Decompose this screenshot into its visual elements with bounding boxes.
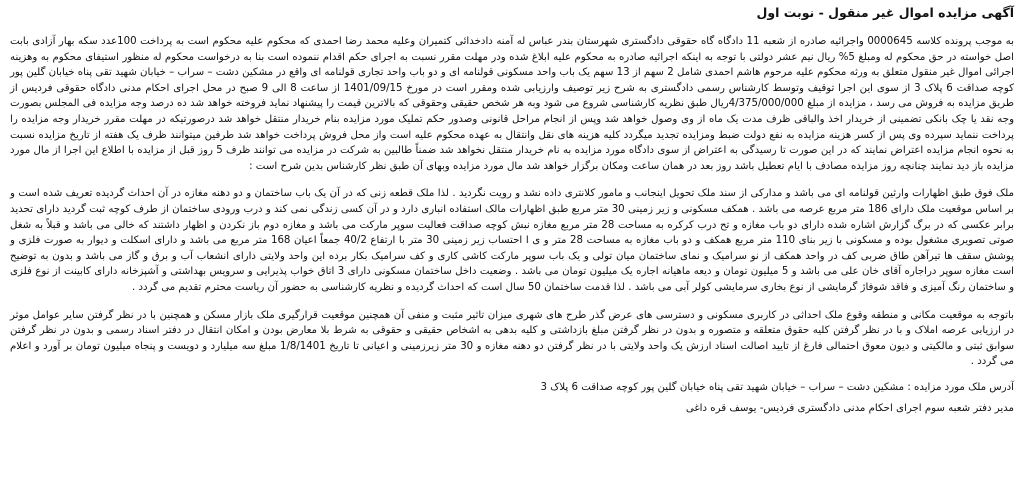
notice-address-line: آدرس ملک مورد مزایده : مشکین دشت – سراب – خیابان شهید تقی پناه خیابان گلین پور کوچه صداقت 6 پلاک 3 (540, 381, 1014, 393)
notice-title: آگهی مزایده اموال غیر منقول - نوبت اول (756, 5, 1014, 20)
notice-signature-line: مدیر دفتر شعبه سوم اجرای احکام مدنی دادگستری فردیس- یوسف قره داغی (685, 403, 1014, 415)
notice-paragraph-property-description: ملک فوق طبق اظهارات وارثین قولنامه ای می باشد و مدارکی از سند ملک تحویل اینجانب و مامور کلانتری داده نشد و رویت نگردید . لذا ملک قطعه زنی که در آن یک باب ساختمان و دو دهنه مغازه در آن احداث گردیده تعریف شده است و بر اساس موقعیت ملک دارای 186 متر مربع عرصه می باشد . همکف مسکونی و زیر زمینی 30 متر مربع طبق اظهارات مالک استفاده انباری دارد و در آن کسی زندگی نمی کند و درب ورودی ساختمان از طرف کوچه ثبت گردید دارای تحدید برابر عکسی که در برگ گزارش اشاره شده دارای دو باب مغازه و تح درب کرکره به مساحت 28 متر مربع مغازه نبش کوچه صداقت فعالیت سوپر مارکت می باشد و مغازه دوم باز نکردن و اظهار داشتند که خالی می باشد و قبلاً به شغل صوتی تصویری مشغول بوده و مسکونی با زیر بنای 110 متر مربع همکف و دو باب مغازه به مساحت 28 متر و ی ا احتساب زیر زمینی 30 متر با ارتفاع 40/2 جمعاً اعیان 168 متر مربع می باشد و دارای اسکلت و دیوار به صورت فلزی و پوشش سقف ها تیرآهن طاق ضربی کف در واحد همکف از نو سرامیک و نمای ساختمان میان تولی و یک باب سوپر مارکت کاشی کاری و کف سرامیک بکار برده این واحد ولایتی دارای انشعاب آب و برق و گاز می باشد و بدون به توضیح است مغازه سوپر دراجاره آقای خان علی می باشد و 5 میلیون تومان و دیعه ماهیانه اجاره یک میلیون تومان می باشد . وضعیت داخل ساختمان مسکونی دارای 3 اتاق خواب پذیرایی و سرویس بهداشتی و آشپزخانه دارای کابینت از نوع فلزی و ساختمان رنگ آمیزی و فاقد شوفاژ گرمایشی از نوع بخاری سرمایشی کولر آبی می باشد . لذا قدمت ساختمان 50 سال است که احداث گردیده و نظریه کارشناسی به حضور آن ریاست محترم تقدیم می گردد . (10, 188, 1014, 293)
notice-paragraph-valuation: باتوجه به موقعیت مکانی و منطقه وقوع ملک احداثی در کاربری مسکونی و دسترسی های عرض گذر طرح های شهری میزان تاثیر مثبت و منفی آن همچنین موقعیت قرارگیری ملک بازار مسکن و همچنین با در نظر گرفتن سایر عوامل موثر در ارزیابی عرصه املاک و با در نظر گرفتن کلیه حقوق متعلقه و متصوره و بدون در نظر گرفتن مبلغ بازداشتی و کلیه بدهی به اشخاص حقیقی و حقوقی به شرط بلا معارض بودن و امکان انتقال در دفتر اسناد رسمی و بدون در نظر گرفتن سوابق ثبتی و مالکیتی و دیون معوق احتمالی فارغ از تایید اصالت اسناد ارزش یک واحد ولایتی با در نظر گرفتن دو دهنه مغازه و 30 متر زیرزمینی و اعیانی تا تاریخ 1/8/1401 مبلغ سه میلیارد و دویست و پنجاه میلیون تومان بر آورد و اعلام می گردد . (10, 309, 1014, 368)
notice-paragraph-execution: به موجب پرونده کلاسه 0000645 واجرائیه صادره از شعبه 11 دادگاه گاه حقوقی دادگستری شهرستان بندر عباس له آمنه دادخدائی کتمیران وعلیه محمد رضا احمدی که محکوم علیه محکوم است به پرداخت 100عدد سکه بهار آزادی بابت اصل خواسته در حق محکوم له ومبلغ 5% ریال نیم عشر دولتی با توجه به اینکه اجرائیه صادره به محکوم علیه ابلاغ شده ودر مهلت مقرر نسبت به اجرای حکم اقدام ننموده است بنا به درخواست محکوم له منظور استیفای محکوم به وهزینه اجرائی اموال غیر منقول متعلق به ورثه محکوم علیه مرحوم هاشم احمدی شامل 2 سهم از 13 سهم یک باب واحد مسکونی قولنامه ای و دو باب واحد تجاری قولنامه ای واقع در مشکین دشت – سراب – خیابان شهید تقی پناه خیابان گلین پور کوچه صداقت 6 پلاک 3 از سوی این اجرا توقیف وتوسط کارشناس رسمی دادگستری به شرح زیر توصیف وارزیابی شده ومقرر است در مورخ 1401/09/15 از ساعت 8 الی 9 صبح در محل اجرای احکام مدنی دادگاه حقوقی فردیس از طریق مزایده به فروش می رسد ، مزایده از مبلغ 4/375/000/000ریال طبق نظریه کارشناسی شروع می شود وبه هر شخص حقیقی وحقوقی که بالاترین قیمت را پیشنهاد نماید فروخته خواهد شد ده درصد وجه مزایده فی المجلس بصورت وجه نقد یا چک بانکی تضمینی از خریدار اخذ والباقی ظرف مدت یک ماه از وی وصول خواهد شد وپس از انجام مراحل قانونی وصدور حکم تملیک مورد مزایده بنام خریدار منتقل خواهد شد درصورتیکه در مهلت مقرر خریدار وجه مزایده را پرداخت ننماید سپرده وی پس از کسر هزینه مزایده به نفع دولت ضبط ومزایده تجدید میگردد کلیه هزینه های نقل وانتقال به عهده محکوم علیه است واز محل فروش پرداخت خواهد شد طرفین میتوانند ظرف یک هفته از تاریخ مزایده نسبت به نحوه انجام مزایده اعتراض نمایند که در این صورت تا رسیدگی به اعتراض از سوی دادگاه مورد مزایده به نام خریدار منتقل نخواهد شد ضمناً طالبین به شرکت در مزایده می توانند ظرف 5 روز قبل از مزایده با اطلاع این اجرا از مال مورد مزایده باز دید نمایند چنانچه روز مزایده مصادف با ایام تعطیل باشد روز بعد در همان ساعت ومکان برگزار خواهد شد مال مورد مزایده وبهای آن طبق نظر کارشناس بدین شرح است : (10, 36, 1015, 172)
